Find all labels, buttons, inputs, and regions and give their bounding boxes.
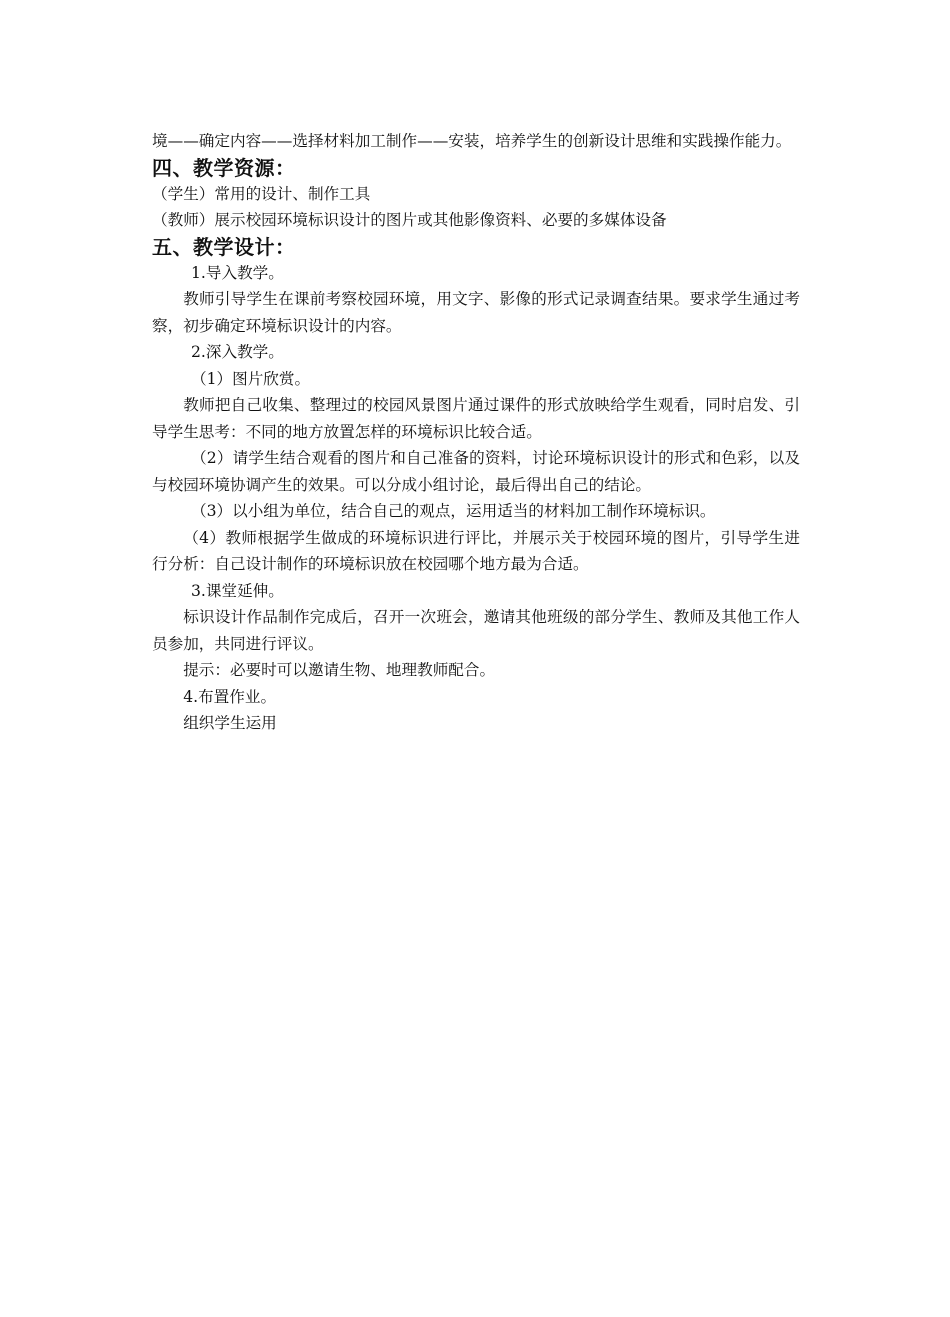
step-1-title: 1.导入教学。 bbox=[191, 263, 284, 282]
step-2-sub-1-title: （1）图片欣赏。 bbox=[191, 369, 311, 388]
step-3-body: 标识设计作品制作完成后，召开一次班会，邀请其他班级的部分学生、教师及其他工作人员参加，共同进行评议。 bbox=[152, 608, 800, 653]
resource-item-students: （学生）常用的设计、制作工具 bbox=[152, 184, 371, 203]
document-content bbox=[152, 128, 800, 737]
step-2-sub-2: （2）请学生结合观看的图片和自己准备的资料，讨论环境标识设计的形式和色彩，以及与校园环境协调产生的效果。可以分成小组讨论，最后得出自己的结论。 bbox=[152, 449, 800, 494]
section-5-heading: 五、教学设计： bbox=[152, 234, 296, 259]
step-2-title: 2.深入教学。 bbox=[191, 343, 284, 361]
step-3-tip: 提示：必要时可以邀请生物、地理教师配合。 bbox=[183, 661, 496, 679]
step-4-body: 组织学生运用 bbox=[183, 714, 277, 732]
step-2-sub-3: （3）以小组为单位，结合自己的观点，运用适当的材料加工制作环境标识。 bbox=[191, 502, 716, 520]
resource-item-teacher: （教师）展示校园环境标识设计的图片或其他影像资料、必要的多媒体设备 bbox=[152, 211, 667, 229]
step-2-sub-1-body: 教师把自己收集、整理过的校园风景图片通过课件的形式放映给学生观看，同时启发、引导学生思考：不同的地方放置怎样的环境标识比较合适。 bbox=[152, 396, 800, 441]
step-4-title: 4.布置作业。 bbox=[183, 687, 277, 706]
section-4-heading: 四、教学资源： bbox=[152, 155, 296, 180]
step-3-title: 3.课堂延伸。 bbox=[191, 581, 284, 600]
intro-continued-paragraph: 境——确定内容——选择材料加工制作——安装，培养学生的创新设计思维和实践操作能力。 bbox=[152, 132, 792, 150]
step-2-sub-4: （4）教师根据学生做成的环境标识进行评比，并展示关于校园环境的图片，引导学生进行分析：自己设计制作的环境标识放在校园哪个地方最为合适。 bbox=[152, 528, 800, 573]
step-1-body: 教师引导学生在课前考察校园环境，用文字、影像的形式记录调查结果。要求学生通过考察，初步确定环境标识设计的内容。 bbox=[152, 290, 800, 335]
